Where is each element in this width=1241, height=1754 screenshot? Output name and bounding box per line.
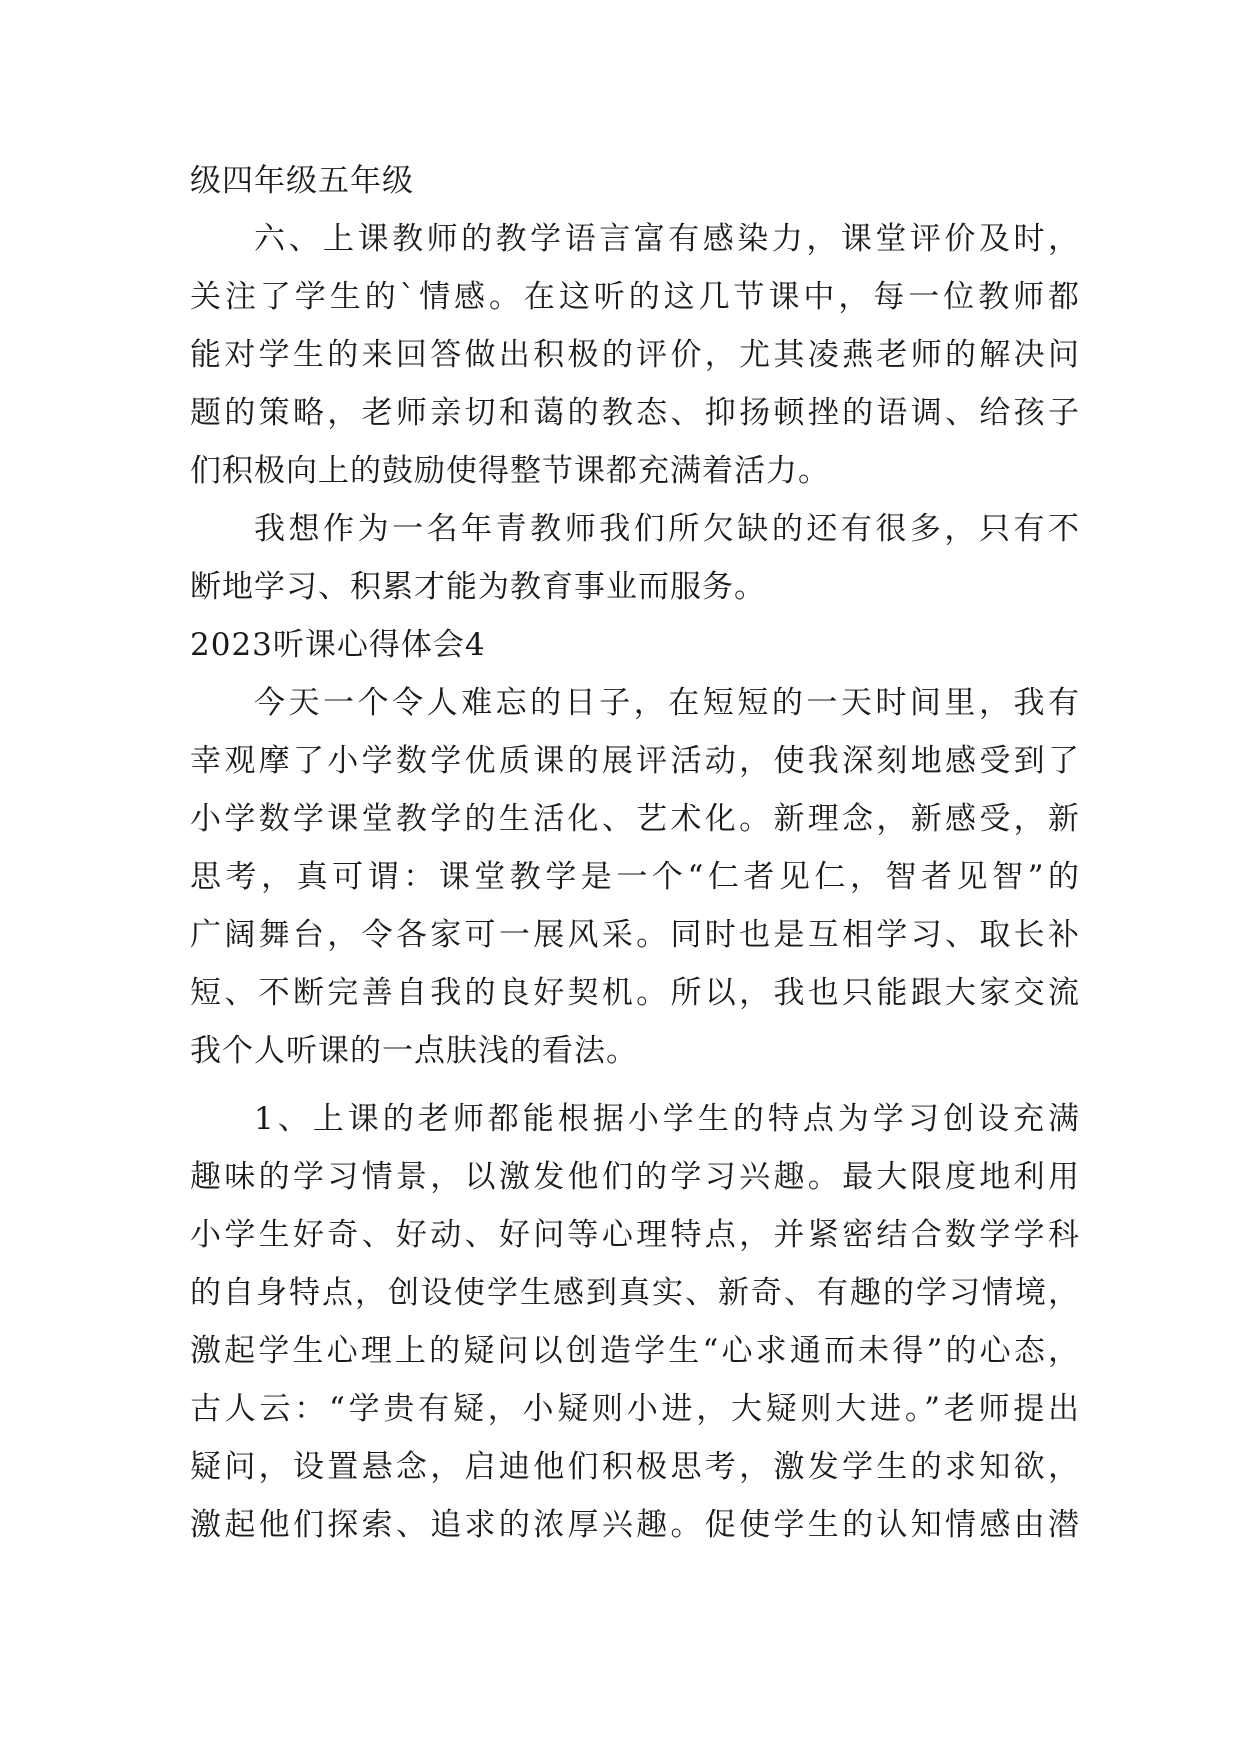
text-line: 我想作为一名年青教师我们所欠缺的还有很多，只有不 xyxy=(254,511,1080,547)
paragraph-spacer xyxy=(190,1080,1080,1090)
text-line: 广阔舞台，令各家可一展风采。同时也是互相学习、取长补 xyxy=(190,917,1080,953)
text-line: 小学数学课堂教学的生活化、艺术化。新理念，新感受，新 xyxy=(190,801,1080,837)
text-line: 趣味的学习情景，以激发他们的学习兴趣。最大限度地利用 xyxy=(190,1159,1080,1195)
text-line: 思考，真可谓：课堂教学是一个“仁者见仁，智者见智”的 xyxy=(190,859,1080,895)
paragraph-point-one xyxy=(190,1090,1080,1554)
text-line: 我个人听课的一点肤浅的看法。 xyxy=(190,1033,638,1069)
text-line: 疑问，设置悬念，启迪他们积极思考，激发学生的求知欲， xyxy=(190,1449,1080,1485)
text-line: 能对学生的来回答做出积极的评价，尤其凌燕老师的解决问 xyxy=(190,337,1080,373)
section-heading xyxy=(190,616,1080,674)
heading-text: 2023听课心得体会4 xyxy=(190,627,486,663)
document-body xyxy=(190,152,1080,1554)
text-line: 的自身特点，创设使学生感到真实、新奇、有趣的学习情境， xyxy=(190,1275,1080,1311)
text-line: 短、不断完善自我的良好契机。所以，我也只能跟大家交流 xyxy=(190,975,1080,1011)
text-line: 激起学生心理上的疑问以创造学生“心求通而未得”的心态， xyxy=(190,1333,1080,1369)
text-line: 们积极向上的鼓励使得整节课都充满着活力。 xyxy=(190,453,830,489)
paragraph-continuation xyxy=(190,152,1080,210)
text-line: 幸观摩了小学数学优质课的展评活动，使我深刻地感受到了 xyxy=(190,743,1080,779)
paragraph-reflection xyxy=(190,500,1080,616)
paragraph-teacher-language xyxy=(190,210,1080,500)
text-line: 六、上课教师的教学语言富有感染力，课堂评价及时， xyxy=(254,221,1080,257)
text-line: 古人云：“学贵有疑，小疑则小进，大疑则大进。”老师提出 xyxy=(190,1391,1080,1427)
paragraph-observation xyxy=(190,674,1080,1080)
text-line: 激起他们探索、追求的浓厚兴趣。促使学生的认知情感由潜 xyxy=(190,1507,1080,1543)
text-line: 关注了学生的`情感。在这听的这几节课中，每一位教师都 xyxy=(190,279,1080,315)
text-line: 1、上课的老师都能根据小学生的特点为学习创设充满 xyxy=(254,1101,1080,1137)
text-line: 小学生好奇、好动、好问等心理特点，并紧密结合数学学科 xyxy=(190,1217,1080,1253)
text-line: 断地学习、积累才能为教育事业而服务。 xyxy=(190,569,766,605)
text-line: 级四年级五年级 xyxy=(190,163,414,199)
text-line: 今天一个令人难忘的日子，在短短的一天时间里，我有 xyxy=(254,685,1080,721)
text-line: 题的策略，老师亲切和蔼的教态、抑扬顿挫的语调、给孩子 xyxy=(190,395,1080,431)
